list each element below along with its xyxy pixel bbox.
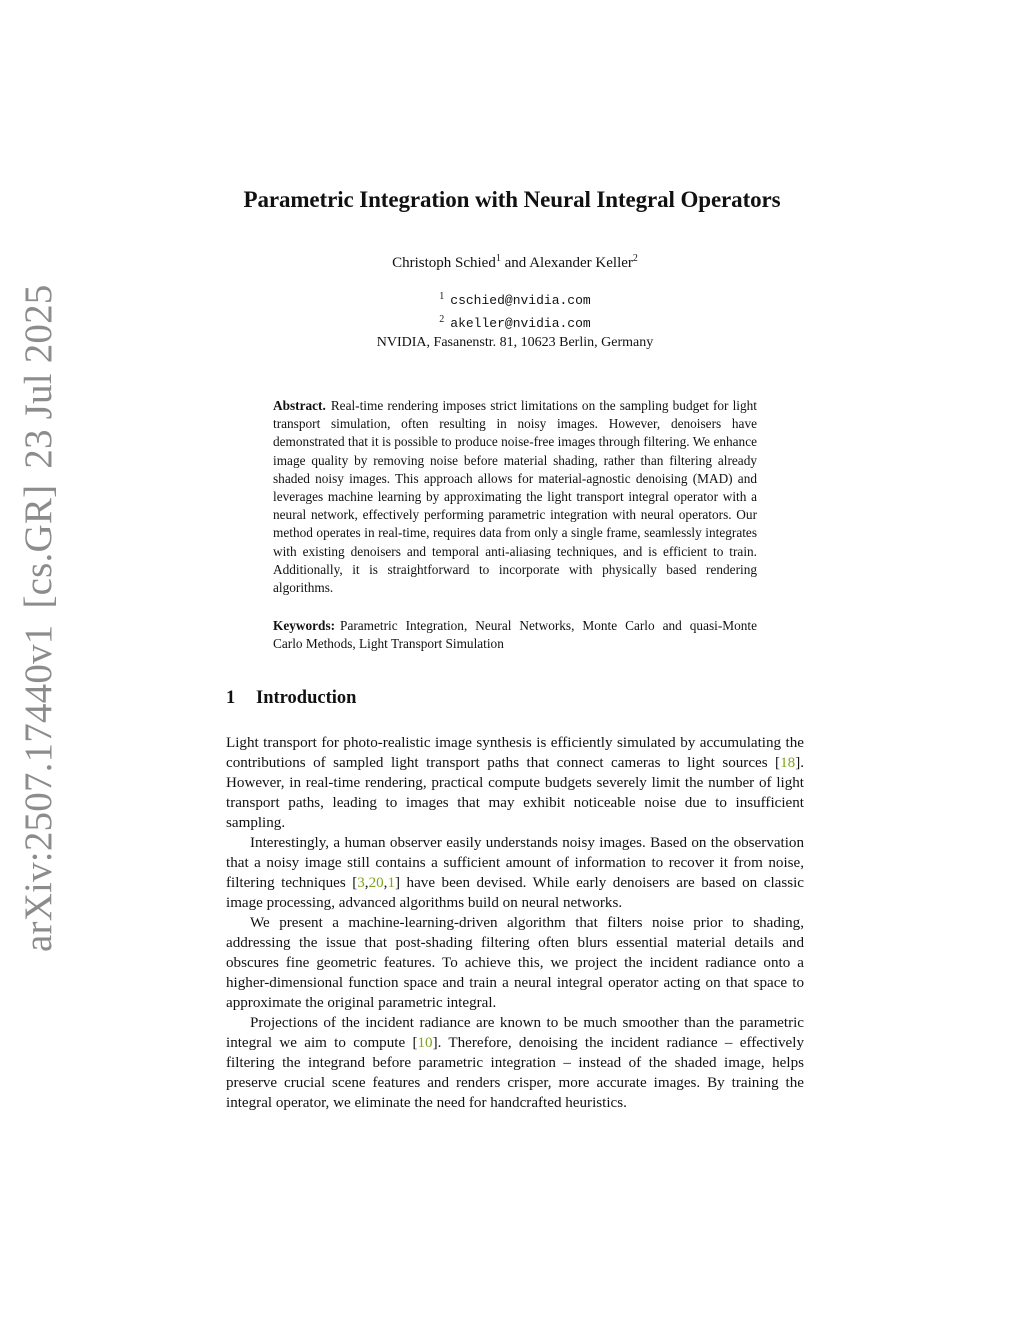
paragraph-text: Interestingly, a human observer easily understands noisy images. Based on the observation that a noisy image still contains a sufficient amount of information to recover it from noise, filtering techniques [ [226, 835, 804, 891]
author-joiner: and [504, 255, 527, 271]
paragraph-text: Light transport for photo-realistic image synthesis is efficiently simulated by accumulating the contributions of sampled light transport paths that connect cameras to light sources [ [226, 735, 804, 771]
abstract [273, 397, 757, 597]
citation-link[interactable]: 3 [357, 875, 365, 891]
email-line [0, 287, 1024, 310]
citation-separator: , [364, 875, 369, 891]
affiliation-block [0, 287, 1024, 352]
introduction-body [226, 733, 804, 1113]
arxiv-identifier-stamp [16, 284, 61, 952]
section-number: 1 [226, 688, 236, 708]
abstract-text: Real-time rendering imposes strict limitations on the sampling budget for light transport simulation, often resulting in noisy images. However, denoisers have demonstrated that it is possible to produce noise-free images through filtering. We enhance image quality by removing noise before material shading, rather than filtering already shaded noisy images. This approach allows for material-agnostic denoising (MAD) and leverages machine learning by approximating the light transport integral operator with a neural network, effectively performing parametric integration with neural operators. Our method operates in real-time, requires data from only a single frame, seamlessly integrates with existing denoisers and temporal anti-aliasing techniques, and is efficient to train. Additionally, it is straightforward to incorporate with physically based rendering algorithms. [273, 398, 757, 596]
paragraph: We present a machine-learning-driven algorithm that filters noise prior to shading, addressing the issue that post-shading filtering often blurs essential material details and obscures fine geometric features. To achieve this, we project the incident radiance onto a higher-dimensional function space and train a neural integral operator acting on that space to approximate the original parametric integral. [226, 915, 804, 1011]
paper-title: Parametric Integration with Neural Integral Operators [243, 187, 781, 212]
arxiv-id: arXiv:2507.17440v1 [17, 624, 60, 952]
abstract-label: Abstract. [273, 398, 326, 413]
paragraph-text: Projections of the incident radiance are known to be much smoother than the parametric integral we aim to compute [ [226, 1015, 804, 1051]
keywords [273, 617, 757, 653]
keywords-text: Parametric Integration, Neural Networks, Monte Carlo and quasi-Monte Carlo Methods, Light Transport Simulation [273, 618, 757, 652]
arxiv-category: [cs.GR] [17, 484, 60, 609]
citation-link[interactable]: 20 [368, 875, 384, 891]
citation-link[interactable]: 10 [417, 1035, 433, 1051]
section-heading-introduction [226, 688, 356, 709]
email-link[interactable]: akeller@nvidia.com [450, 316, 591, 331]
affiliation-address: NVIDIA, Fasanenstr. 81, 10623 Berlin, Germany [376, 335, 654, 350]
email-line [0, 310, 1024, 333]
paragraph [226, 1013, 804, 1113]
citation-link[interactable]: 18 [780, 755, 796, 771]
paragraph-text: ] have been devised. While early denoisers are based on classic image processing, advanced algorithms build on neural networks. [226, 875, 804, 911]
email-mark: 2 [439, 314, 445, 325]
paragraph-text: ]. Therefore, denoising the incident radiance – effectively filtering the integrand before parametric integration – instead of the shaded image, helps preserve crucial scene features and renders crisper, more accurate images. By training the integral operator, we eliminate the need for handcrafted heuristics. [226, 1035, 804, 1111]
arxiv-date: 23 Jul 2025 [17, 284, 60, 469]
section-title: Introduction [256, 688, 357, 708]
citation-link[interactable]: 1 [387, 875, 395, 891]
paragraph [226, 733, 804, 833]
paragraph [226, 833, 804, 913]
author-name: Christoph Schied [392, 255, 496, 271]
email-link[interactable]: cschied@nvidia.com [450, 293, 591, 308]
author-affiliation-mark: 2 [632, 253, 638, 264]
author-affiliation-mark: 1 [495, 253, 501, 264]
paragraph-text: ]. However, in real-time rendering, practical compute budgets severely limit the number of light transport paths, leading to images that may exhibit noticeable noise due to insufficient sampling. [226, 755, 804, 831]
keywords-label: Keywords: [273, 618, 336, 633]
author-line [0, 253, 1024, 272]
citation-separator: , [383, 875, 388, 891]
email-mark: 1 [439, 291, 445, 302]
author-name: Alexander Keller [529, 255, 633, 271]
